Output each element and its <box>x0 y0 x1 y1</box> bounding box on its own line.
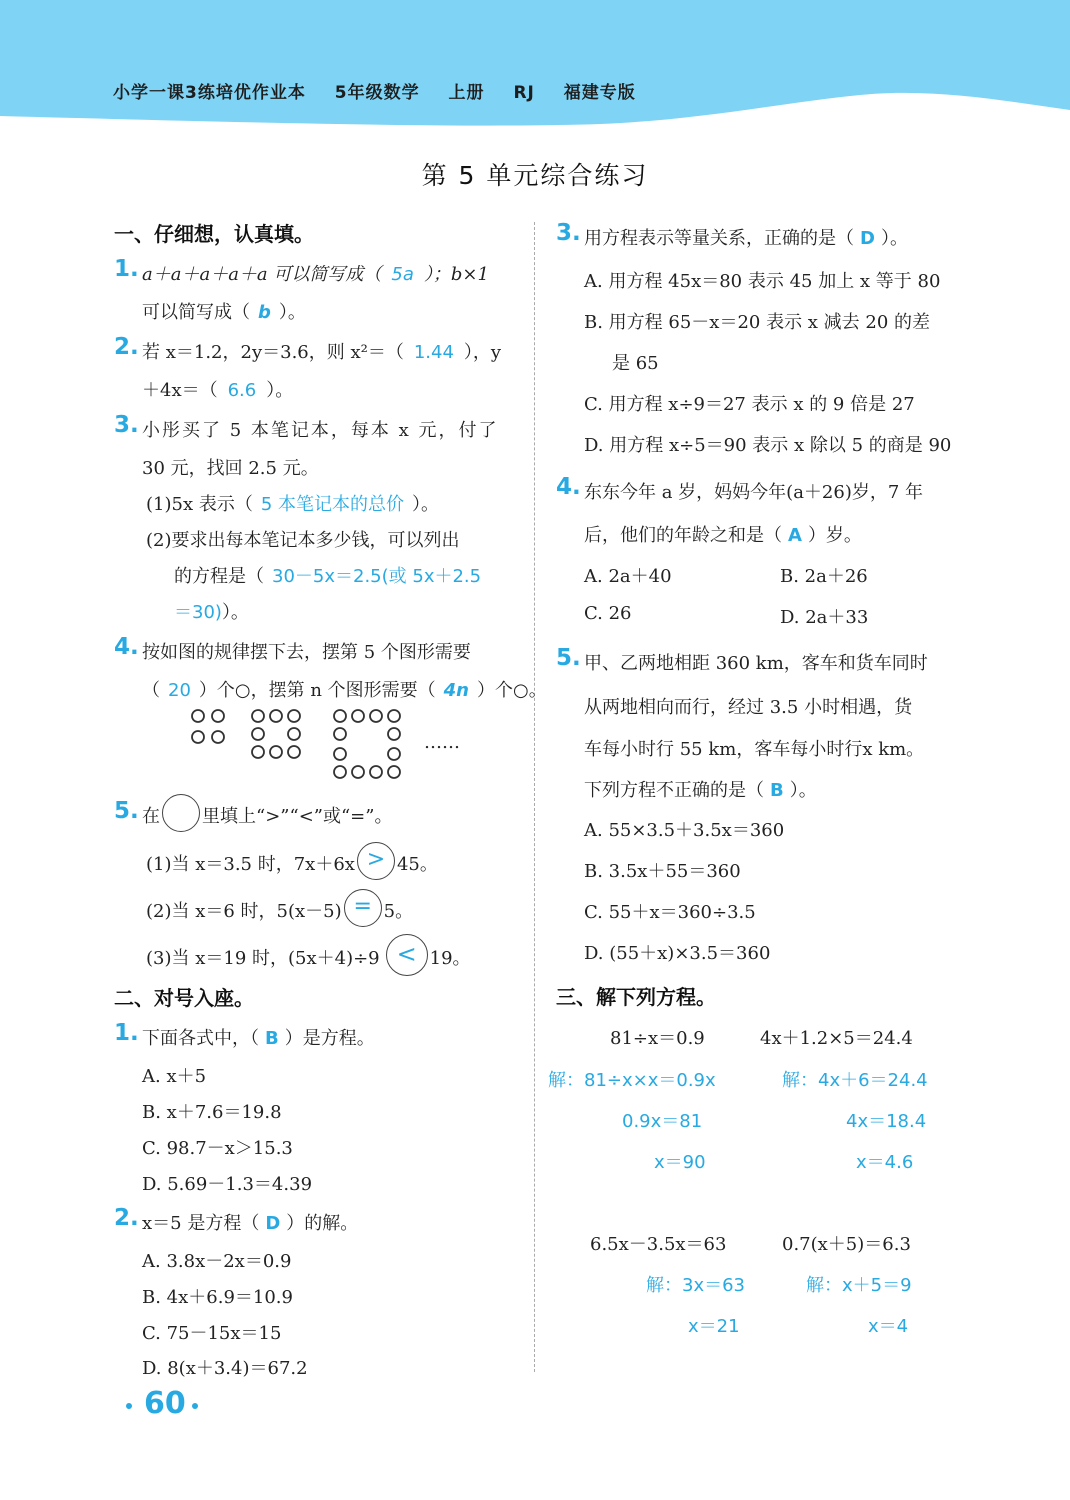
q1-text-c: 可以简写成（ <box>142 302 250 323</box>
s2-q3-option: D. 用方程 x÷5＝90 表示 x 除以 5 的商是 90 <box>584 435 952 456</box>
q2-text-a: 若 x＝1.2，2y＝3.6，则 x²＝（ <box>142 342 404 363</box>
s2-q4-number: 4. <box>556 474 581 500</box>
s2-q3-option: A. 用方程 45x＝80 表示 45 加上 x 等于 80 <box>584 271 941 292</box>
grade-label: 5年级数学 <box>334 83 420 103</box>
eq4-step2: x＝4 <box>868 1316 909 1337</box>
s1-q4-line2 <box>142 676 547 702</box>
q2-answer1: 1.44 <box>413 342 454 363</box>
q5-p2-text: (2)当 x＝6 时，5(x－5) <box>146 901 342 922</box>
s1-q5-part3 <box>146 942 471 976</box>
q5-p1-end: 45。 <box>396 854 438 875</box>
s2-q4-line2 <box>584 521 862 547</box>
pattern-ellipsis: …… <box>424 732 460 753</box>
s2q3-answer: D <box>860 228 875 249</box>
eq2-step2: 4x＝18.4 <box>846 1111 927 1132</box>
q4-text-c: ）个○。 <box>477 680 547 701</box>
s2q1-text-b: ）是方程。 <box>284 1028 375 1049</box>
q1-text-d: ）。 <box>278 302 306 323</box>
eq1-step3: x＝90 <box>654 1152 706 1173</box>
s2-q5-line3: 车每小时行 55 km，客车每小时行x km。 <box>584 739 925 760</box>
region-label: 福建专版 <box>563 83 636 103</box>
q5-p1-answer: > <box>366 847 386 872</box>
s2-q1-option: C. 98.7－x＞15.3 <box>142 1138 293 1159</box>
page-number: 60 <box>144 1386 186 1421</box>
eq1-step1: 解：81÷x×x＝0.9x <box>548 1070 716 1091</box>
eq3-step2: x＝21 <box>688 1316 740 1337</box>
q5-p1-text: (1)当 x＝3.5 时，7x＋6x <box>146 854 355 875</box>
q2-text-d: ）。 <box>266 380 294 401</box>
s2-q1-number: 1. <box>114 1020 139 1046</box>
q3-p2-answer1: 30－5x＝2.5(或 5x＋2.5 <box>272 566 482 587</box>
s2q3-text-a: 用方程表示等量关系，正确的是（ <box>584 228 854 249</box>
q3-p2-answer2: ＝30) <box>174 602 222 623</box>
s2q4-answer: A <box>788 525 802 546</box>
s2-q5-line4 <box>584 776 817 802</box>
s2-q3-stem <box>584 224 908 250</box>
q2-text-b: ），y <box>463 342 502 363</box>
s2-q4-option: C. 26 <box>584 603 632 624</box>
s2-q3-option: C. 用方程 x÷9＝27 表示 x 的 9 倍是 27 <box>584 394 915 415</box>
q1-text-b: ）；b×1 <box>423 264 489 285</box>
equation-2: 4x＋1.2×5＝24.4 <box>760 1028 913 1049</box>
q5-p3-end: 19。 <box>429 948 471 969</box>
header-info <box>113 78 658 103</box>
eq4-step1: 解：x＋5＝9 <box>806 1275 912 1296</box>
s1-q5-number: 5. <box>114 798 139 824</box>
q3-p1-end: ）。 <box>412 494 440 515</box>
s1-q3-part1 <box>146 490 439 516</box>
q3-p2-text: 的方程是（ <box>174 566 264 587</box>
page-number-dot-right <box>192 1403 198 1409</box>
s1-q1-number: 1. <box>114 256 139 282</box>
s1-q3-line2: 30 元，找回 2.5 元。 <box>142 458 319 479</box>
q2-text-c: ＋4x＝（ <box>142 380 218 401</box>
s2-q5-line2: 从两地相向而行，经过 3.5 小时相遇，货 <box>584 697 913 718</box>
s2-q1-option: B. x＋7.6＝19.8 <box>142 1102 282 1123</box>
s2-q2-option: D. 8(x＋3.4)＝67.2 <box>142 1358 308 1379</box>
s1-q3-line1: 小彤买了 5 本笔记本，每本 x 元，付了 <box>142 420 499 441</box>
s2q1-answer: B <box>265 1028 279 1049</box>
q5-text-a: 在 <box>142 806 160 827</box>
s2-q2-option: B. 4x＋6.9＝10.9 <box>142 1287 293 1308</box>
s2q2-answer: D <box>265 1213 281 1234</box>
q1-answer1: 5a <box>391 264 414 285</box>
s2-q3-number: 3. <box>556 220 581 246</box>
s2-q1-option: A. x＋5 <box>142 1066 207 1087</box>
s2-q5-line1: 甲、乙两地相距 360 km，客车和货车同时 <box>584 653 928 674</box>
s2q5-text-b: ）。 <box>789 780 817 801</box>
s2-q1-stem <box>142 1024 375 1050</box>
eq3-step1: 解：3x＝63 <box>646 1275 746 1296</box>
s2-q5-option: C. 55＋x＝360÷3.5 <box>584 902 756 923</box>
s1-q4-number: 4. <box>114 634 139 660</box>
s1-q2-number: 2. <box>114 334 139 360</box>
q1-answer2: b <box>258 302 271 323</box>
q4-answer2: 4n <box>443 680 469 701</box>
q5-p3-answer: < <box>396 940 417 968</box>
s1-q2-line2 <box>142 376 293 402</box>
q5-p3-text: (3)当 x＝19 时，(5x＋4)÷9 <box>146 948 380 969</box>
s2-q5-number: 5. <box>556 645 581 671</box>
s2-q2-option: A. 3.8x－2x＝0.9 <box>142 1251 292 1272</box>
section3-heading: 三、解下列方程。 <box>556 985 716 1009</box>
edition-label: RJ <box>513 83 535 103</box>
equation-3: 6.5x－3.5x＝63 <box>590 1234 727 1255</box>
s1-q2-line1 <box>142 338 501 364</box>
eq2-step1: 解：4x＋6＝24.4 <box>782 1070 928 1091</box>
column-divider <box>534 222 535 1372</box>
s2q2-text-a: x＝5 是方程（ <box>142 1213 260 1234</box>
s1-q3-number: 3. <box>114 412 139 438</box>
s2q2-text-b: ）的解。 <box>286 1213 359 1234</box>
s1-q4-line1: 按如图的规律摆下去，摆第 5 个图形需要 <box>142 642 471 663</box>
q4-text-a: （ <box>142 680 160 701</box>
q3-p1-answer: 5 本笔记本的总价 <box>260 494 405 515</box>
s1-q3-part2-line1: (2)要求出每本笔记本多少钱，可以列出 <box>146 530 460 551</box>
s1-q5-part2 <box>146 894 414 927</box>
volume-label: 上册 <box>448 83 485 103</box>
q1-text-a: a＋a＋a＋a＋a 可以简写成（ <box>142 264 382 285</box>
s2-q3-option-cont: 是 65 <box>612 353 659 374</box>
equation-1: 81÷x＝0.9 <box>610 1028 705 1049</box>
s2q1-text-a: 下面各式中，（ <box>142 1028 259 1049</box>
s2-q4-option: D. 2a＋33 <box>780 607 869 628</box>
s2-q3-option: B. 用方程 65－x＝20 表示 x 减去 20 的差 <box>584 312 931 333</box>
q4-text-b: ）个○，摆第 n 个图形需要（ <box>198 680 436 701</box>
eq1-step2: 0.9x＝81 <box>622 1111 703 1132</box>
page-number-dot-left <box>126 1403 132 1409</box>
s2q5-text-a: 下列方程不正确的是（ <box>584 780 764 801</box>
eq2-step3: x＝4.6 <box>856 1152 914 1173</box>
equation-4: 0.7(x＋5)＝6.3 <box>782 1234 911 1255</box>
section1-heading: 一、仔细想，认真填。 <box>114 222 314 246</box>
s2-q1-option: D. 5.69－1.3＝4.39 <box>142 1174 313 1195</box>
s2-q2-option: C. 75－15x＝15 <box>142 1323 282 1344</box>
s2-q4-line1: 东东今年 a 岁，妈妈今年(a＋26)岁，7 年 <box>584 482 924 503</box>
q3-p1-text: (1)5x 表示（ <box>146 494 253 515</box>
s2q4-text-b: ）岁。 <box>807 525 862 546</box>
s1-q5-part1 <box>146 847 438 880</box>
q5-text-b: 里填上“>”“<”或“=”。 <box>202 806 393 827</box>
page-title: 第 5 单元综合练习 <box>421 161 649 190</box>
q5-p2-end: 5。 <box>383 901 414 922</box>
q2-answer2: 6.6 <box>227 380 257 401</box>
q5-p2-answer: = <box>353 894 372 919</box>
s1-q1-line2 <box>142 298 306 324</box>
s2-q5-option: B. 3.5x＋55＝360 <box>584 861 741 882</box>
header-band <box>0 0 1070 140</box>
q4-answer1: 20 <box>168 680 191 701</box>
s2-q2-stem <box>142 1209 358 1235</box>
s2-q2-number: 2. <box>114 1205 139 1231</box>
s2-q5-option: A. 55×3.5＋3.5x＝360 <box>584 820 785 841</box>
s1-q3-part2-line3 <box>174 598 249 624</box>
s1-q1-line1 <box>142 260 489 286</box>
s2q3-text-b: ）。 <box>880 228 908 249</box>
s2-q5-option: D. (55＋x)×3.5＝360 <box>584 943 771 964</box>
s2-q4-option: B. 2a＋26 <box>780 566 868 587</box>
s2q4-text-a: 后，他们的年龄之和是（ <box>584 525 782 546</box>
s2q5-answer: B <box>770 780 784 801</box>
series-name: 小学一课3练培优作业本 <box>113 83 306 103</box>
q3-p2-end: ）。 <box>221 602 249 623</box>
s1-q5-line1 <box>142 802 392 832</box>
section2-heading: 二、对号入座。 <box>114 986 254 1010</box>
s2-q4-option: A. 2a＋40 <box>584 566 672 587</box>
s1-q3-part2-line2 <box>174 562 481 588</box>
blank-circle-icon <box>162 794 200 832</box>
